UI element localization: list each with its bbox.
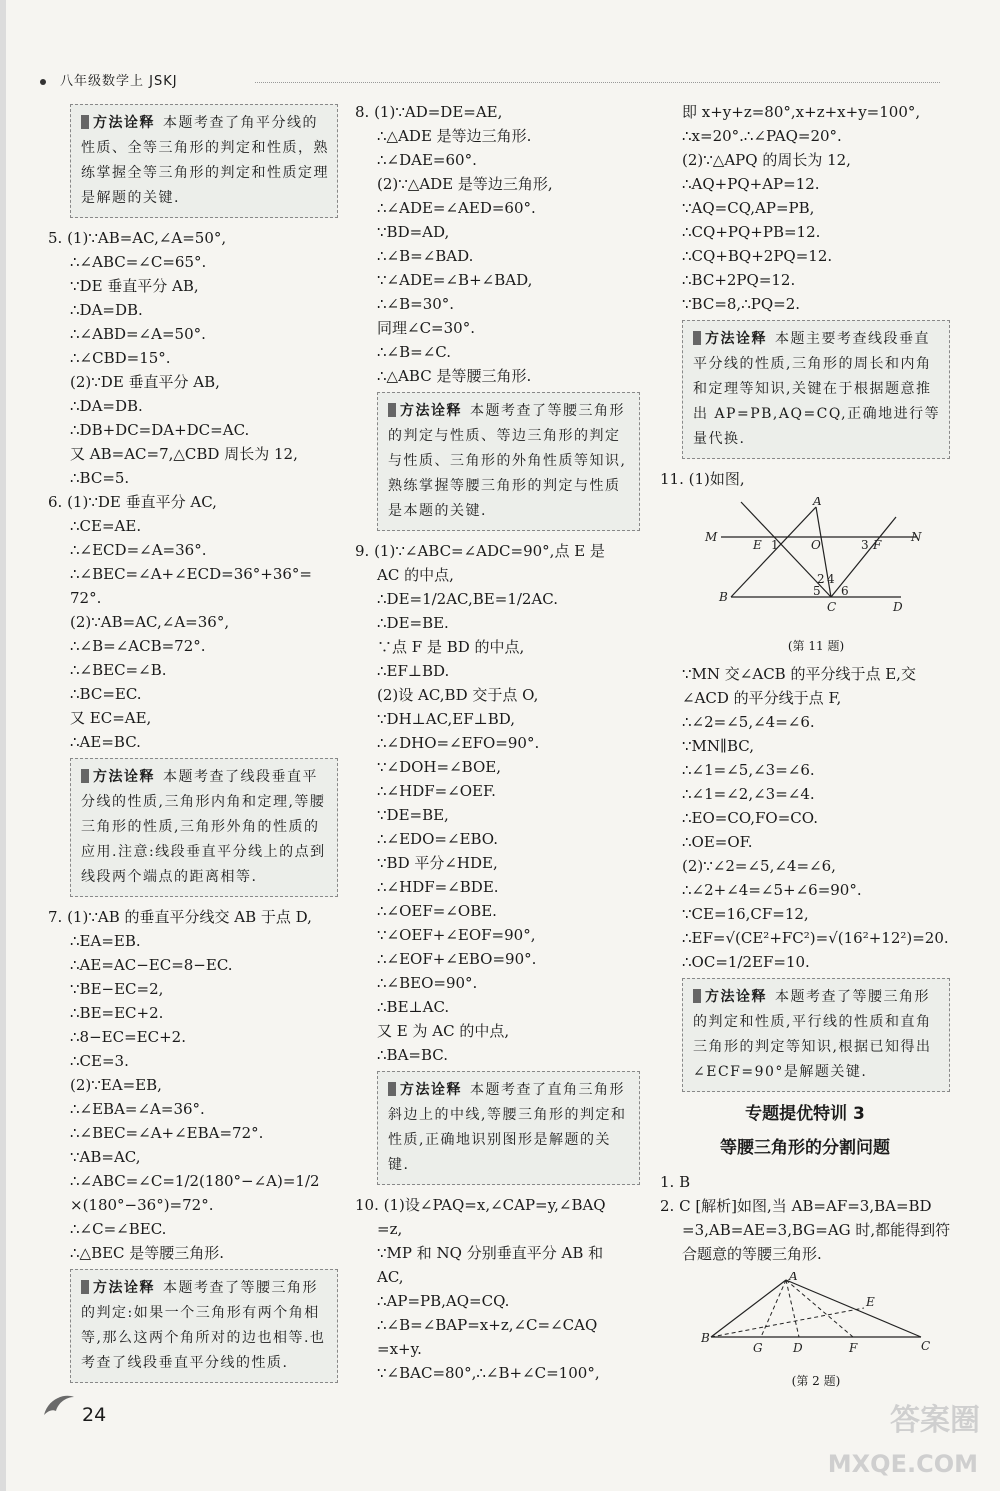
question-6: 6. (1)∵DE 垂直平分 AC, ∴CE=AE. ∴∠ECD=∠A=36°. ∴∠BEC=∠A+∠ECD=36°+36°= 72°. (2)∵AB=AC,∠A=36°, ∴∠B=∠ACB=72°. ∴∠BEC=∠B. ∴BC=EC. 又 EC=AE, ∴AE=BC. (48, 493, 312, 751)
svg-text:F: F (873, 538, 882, 552)
column-middle (355, 100, 640, 1385)
svg-text:B: B (719, 590, 728, 604)
figure-11-diagram (701, 497, 931, 627)
svg-text:N: N (911, 530, 922, 544)
figure-2 (682, 1272, 950, 1393)
watermark-url: MXQE.COM (827, 1450, 978, 1478)
figure-caption: (第 11 题) (787, 639, 845, 653)
svg-text:O: O (811, 538, 821, 552)
header-rule (255, 82, 940, 83)
figure-11 (682, 497, 950, 658)
method-box: 方法诠释 本题考查了等腰三角形的判定与性质、等边三角形的判定与性质、三角形的外角性质等知识,熟练掌握等腰三角形的判定与性质是本题的关键. (377, 392, 640, 531)
svg-text:F: F (849, 1341, 858, 1355)
svg-text:D: D (793, 1341, 803, 1355)
method-box: 方法诠释 本题考查了等腰三角形的判定:如果一个三角形有两个角相等,那么这两个角所对的边也相等.也考查了线段垂直平分线的性质. (70, 1269, 338, 1383)
svg-text:E: E (753, 538, 762, 552)
question-5: 5. (1)∵AB=AC,∠A=50°, ∴∠ABC=∠C=65°. ∵DE 垂直平分 AB, ∴DA=DB. ∴∠ABD=∠A=50°. ∴∠CBD=15°. (2)∵DE 垂直平分 AB, ∴DA=DB. ∴DB+DC=DA+DC=AC. 又 AB=AC=7,△CBD 周长为 12, ∴BC=5. (48, 229, 298, 487)
dolphin-logo-icon (38, 1385, 78, 1425)
svg-text:E: E (866, 1295, 875, 1309)
section-subtitle: 等腰三角形的分割问题 (720, 1138, 890, 1158)
question-9: 9. (1)∵∠ABC=∠ADC=90°,点 E 是 AC 的中点, ∴DE=1/2AC,BE=1/2AC. ∴DE=BE. ∵点 F 是 BD 的中点, ∴EF⊥BD. (2)设 AC,BD 交于点 O, ∵DH⊥AC,EF⊥BD, ∴∠DHO=∠EFO=90°. ∵∠DOH=∠BOE, ∴∠HDF=∠OEF. ∵DE=BE, ∴∠EDO=∠EBO. ∵BD 平分∠HDE, ∴∠HDF=∠BDE. ∴∠OEF=∠OBE. ∵∠OEF+∠EOF=90°, ∴∠EOF+∠EBO=90°. ∴∠BEO=90°. ∴BE⊥AC. 又 E 为 AC 的中点, ∴BA=BC. (355, 542, 605, 1064)
book-title: 八年级数学上 JSKJ (60, 74, 178, 89)
method-box: 方法诠释 本题考查了等腰三角形的判定和性质,平行线的性质和直角三角形的判定等知识,根据已知得出∠ECF=90°是解题关键. (682, 978, 950, 1092)
page-number: 24 (82, 1404, 107, 1426)
column-right (660, 100, 950, 1397)
svg-text:4: 4 (827, 572, 835, 586)
svg-text:6: 6 (841, 584, 849, 598)
svg-text:B: B (701, 1331, 710, 1345)
answers: 1. B 2. C [解析]如图,当 AB=AF=3,BA=BD =3,AB=AE=3,BG=AG 时,都能得到符 合题意的等腰三角形. (660, 1173, 951, 1263)
section-title: 专题提优特训 3 (745, 1104, 865, 1124)
page-header (40, 70, 940, 94)
figure-caption: (第 2 题) (791, 1374, 841, 1388)
method-box: 方法诠释 本题考查了角平分线的性质、全等三角形的判定和性质，熟练掌握全等三角形的判定和性质定理是解题的关键. (70, 104, 338, 218)
svg-text:5: 5 (813, 584, 821, 598)
column-left (48, 100, 338, 1391)
svg-text:D: D (893, 600, 903, 614)
svg-text:1: 1 (771, 538, 779, 552)
question-11: ∵MN 交∠ACB 的平分线于点 E,交 ∠ACD 的平分线于点 F, ∴∠2=∠5,∠4=∠6. ∵MN∥BC, ∴∠1=∠5,∠3=∠6. ∴∠1=∠2,∠3=∠4. ∴EO=CO,FO=CO. ∴OE=OF. (2)∵∠2=∠5,∠4=∠6, ∴∠2+∠4=∠5+∠6=90°. ∵CE=16,CF=12, ∴EF=√(CE²+FC²)=√(16²+12²)=20. ∴OC=1/2EF=10. (682, 665, 949, 971)
question-10: 10. (1)设∠PAQ=x,∠CAP=y,∠BAQ =z, ∵MP 和 NQ 分别垂直平分 AB 和 AC, ∴AP=PB,AQ=CQ. ∴∠B=∠BAP=x+z,∠C=∠CAQ =x+y. ∵∠BAC=80°,∴∠B+∠C=100°, (355, 1196, 606, 1382)
question-7: 7. (1)∵AB 的垂直平分线交 AB 于点 D, ∴EA=EB. ∴AE=AC−EC=8−EC. ∵BE−EC=2, ∴BE=EC+2. ∴8−EC=EC+2. ∴CE=3. (2)∵EA=EB, ∴∠EBA=∠A=36°. ∴∠BEC=∠A+∠EBA=72°. ∵AB=AC, ∴∠ABC=∠C=1/2(180°−∠A)=1/2 ×(180°−36°)=72°. ∴∠C=∠BEC. ∴△BEC 是等腰三角形. (48, 908, 320, 1262)
svg-text:3: 3 (861, 538, 869, 552)
watermark-text: 答案圈 (890, 1403, 980, 1438)
bullet-icon (40, 79, 46, 85)
question-8: 8. (1)∵AD=DE=AE, ∴△ADE 是等边三角形. ∴∠DAE=60°. (2)∵△ADE 是等边三角形, ∴∠ADE=∠AED=60°. ∵BD=AD, ∴∠B=∠BAD. ∵∠ADE=∠B+∠BAD, ∴∠B=30°. 同理∠C=30°. ∴∠B=∠C. ∴△ABC 是等腰三角形. (355, 103, 553, 385)
svg-text:M: M (705, 530, 718, 544)
question-11-head: 11. (1)如图, (660, 470, 745, 488)
figure-2-diagram (701, 1272, 931, 1362)
svg-text:C: C (827, 600, 837, 614)
svg-text:C: C (921, 1339, 931, 1353)
svg-text:2: 2 (817, 572, 825, 586)
svg-text:G: G (753, 1341, 763, 1355)
question-10-cont: 即 x+y+z=80°,x+z+x+y=100°, ∴x=20°.∴∠PAQ=20°. (2)∵△APQ 的周长为 12, ∴AQ+PQ+AP=12. ∵AQ=CQ,AP=PB, ∴CQ+PQ+PB=12. ∴CQ+BQ+2PQ=12. ∴BC+2PQ=12. ∵BC=8,∴PQ=2. (682, 103, 921, 313)
svg-text:A: A (789, 1272, 798, 1283)
method-box: 方法诠释 本题考查了线段垂直平分线的性质,三角形内角和定理,等腰三角形的性质,三角形外角的性质的应用.注意:线段垂直平分线上的点到线段两个端点的距离相等. (70, 758, 338, 897)
svg-text:A: A (813, 497, 822, 508)
method-box: 方法诠释 本题主要考查线段垂直平分线的性质,三角形的周长和内角和定理等知识,关键在于根据题意推出 AP=PB,AQ=CQ,正确地进行等量代换. (682, 320, 950, 459)
method-box: 方法诠释 本题考查了直角三角形斜边上的中线,等腰三角形的判定和性质,正确地识别图形是解题的关键. (377, 1071, 640, 1185)
page-edge (0, 0, 6, 1491)
